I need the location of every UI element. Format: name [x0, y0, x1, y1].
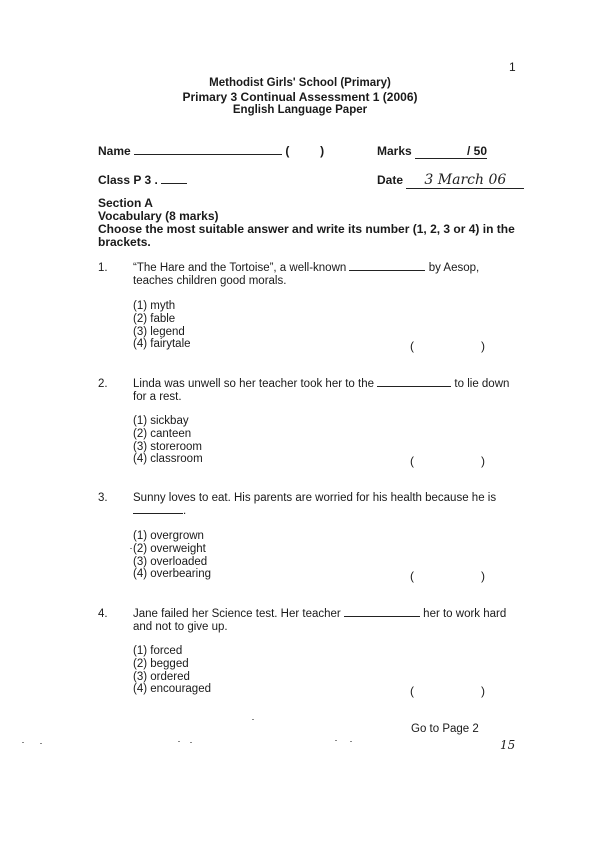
- question-text-line2: teaches children good morals.: [133, 275, 287, 287]
- scan-speck: [190, 742, 192, 743]
- question-text-after: to lie down: [454, 378, 510, 390]
- answer-blank[interactable]: [349, 270, 425, 271]
- answer-bracket-close[interactable]: ): [481, 339, 485, 353]
- question-text: [133, 378, 518, 404]
- class-blank[interactable]: [161, 183, 187, 184]
- go-to-next-page: Go to Page 2: [411, 723, 479, 735]
- option[interactable]: (3) ordered: [133, 670, 190, 683]
- question-text: [133, 262, 493, 288]
- option[interactable]: (1) forced: [133, 645, 183, 657]
- section-subtitle: Vocabulary (8 marks): [98, 209, 219, 223]
- name-blank[interactable]: [134, 154, 282, 155]
- option[interactable]: (2) begged: [133, 657, 189, 670]
- option[interactable]: (4) encouraged: [133, 683, 211, 696]
- answer-bracket-open[interactable]: (: [410, 339, 414, 353]
- question-text-before: Jane failed her Science test. Her teacher: [133, 608, 341, 620]
- question-number: 1.: [98, 262, 108, 274]
- name-field-row: [98, 144, 324, 158]
- marks-blank[interactable]: [415, 144, 487, 159]
- question-text: [133, 492, 513, 518]
- class-field-row: [98, 173, 187, 187]
- option[interactable]: (2) fable: [133, 312, 176, 325]
- name-bracket-close: ): [320, 144, 325, 158]
- scan-speck: [22, 742, 24, 743]
- date-label: Date: [377, 173, 404, 187]
- option[interactable]: (1) myth: [133, 300, 176, 312]
- question-text-after: by Aesop,: [428, 262, 480, 274]
- date-value[interactable]: 3 March 06: [406, 172, 524, 189]
- question-text-before: Linda was unwell so her teacher took her to the: [133, 378, 375, 390]
- answer-blank[interactable]: [377, 386, 451, 387]
- option[interactable]: (3) storeroom: [133, 440, 203, 453]
- marks-label: Marks: [377, 144, 412, 158]
- question-text-after: her to work hard: [423, 608, 507, 620]
- option[interactable]: (4) fairytale: [133, 338, 191, 351]
- answer-bracket-close[interactable]: ): [481, 569, 485, 583]
- marks-field-row: [377, 144, 487, 159]
- option[interactable]: (1) overgrown: [133, 530, 204, 542]
- question-text-before: “The Hare and the Tortoise”, a well-known: [133, 262, 347, 274]
- option[interactable]: (4) classroom: [133, 453, 203, 466]
- paper-title: English Language Paper: [232, 104, 368, 116]
- name-bracket-open: (: [285, 144, 290, 158]
- scan-speck: [178, 741, 180, 742]
- name-label: Name: [98, 144, 131, 158]
- scan-speck: [252, 719, 254, 720]
- option[interactable]: (2) canteen: [133, 427, 192, 440]
- scan-speck: [350, 741, 352, 742]
- handwritten-mark: 15: [500, 738, 516, 752]
- marks-total: / 50: [467, 144, 488, 158]
- section-title: Section A: [98, 196, 153, 210]
- option[interactable]: (3) overloaded: [133, 555, 208, 568]
- option[interactable]: (2) overweight: [133, 542, 206, 555]
- question-text: [133, 608, 518, 634]
- date-field-row: [377, 172, 524, 189]
- options-list: [133, 415, 203, 466]
- options-list: [133, 300, 191, 351]
- option[interactable]: (4) overbearing: [133, 568, 211, 581]
- options-list: [133, 530, 211, 581]
- assessment-title: Primary 3 Continual Assessment 1 (2006): [182, 90, 418, 104]
- page-number: 1: [509, 60, 516, 74]
- scan-speck: [335, 740, 337, 741]
- answer-blank[interactable]: [344, 616, 420, 617]
- options-list: [133, 645, 211, 696]
- answer-bracket-open[interactable]: (: [410, 684, 414, 698]
- answer-bracket-close[interactable]: ): [481, 454, 485, 468]
- question-number: 3.: [98, 492, 108, 504]
- answer-bracket-open[interactable]: (: [410, 569, 414, 583]
- school-name: Methodist Girls' School (Primary): [209, 77, 391, 89]
- answer-bracket-close[interactable]: ): [481, 684, 485, 698]
- scan-speck: [40, 743, 42, 744]
- question-text-line2: for a rest.: [133, 391, 182, 403]
- class-label: Class P 3 .: [98, 173, 158, 187]
- scan-speck: [130, 548, 132, 549]
- option[interactable]: (3) legend: [133, 325, 185, 338]
- answer-blank[interactable]: [133, 513, 183, 514]
- section-instruction: Choose the most suitable answer and write its number (1, 2, 3 or 4) in the brackets.: [98, 222, 515, 249]
- question-number: 2.: [98, 378, 108, 390]
- question-text-line2: and not to give up.: [133, 621, 228, 633]
- answer-bracket-open[interactable]: (: [410, 454, 414, 468]
- question-text-before: Sunny loves to eat. His parents are worried for his health because he is: [133, 492, 497, 504]
- question-text-line2: .: [183, 505, 187, 517]
- option[interactable]: (1) sickbay: [133, 415, 189, 427]
- question-number: 4.: [98, 608, 108, 620]
